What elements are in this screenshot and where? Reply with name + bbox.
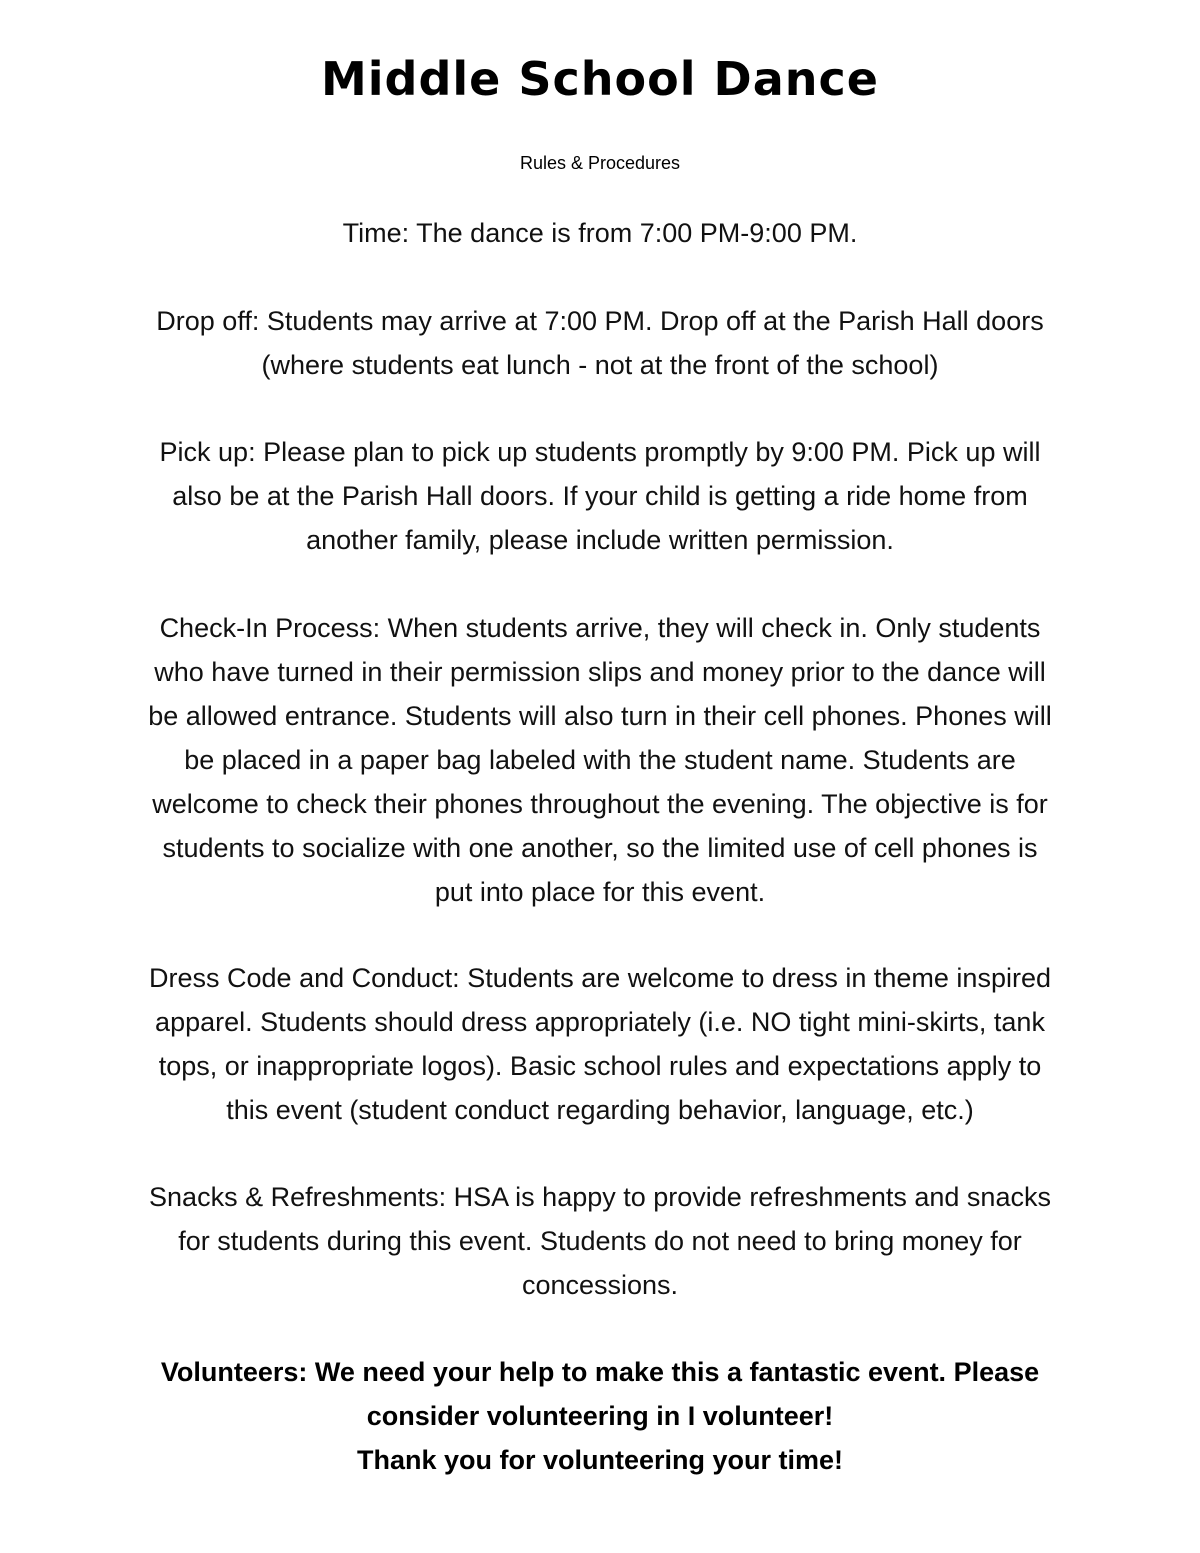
check-in-section bbox=[110, 606, 1090, 914]
dress-code-line: Dress Code and Conduct: Students are welcome to dress in theme inspired bbox=[149, 963, 1051, 993]
drop-off-line: (where students eat lunch - not at the front of the school) bbox=[261, 350, 939, 380]
drop-off-section bbox=[110, 299, 1090, 387]
snacks-section bbox=[110, 1175, 1090, 1307]
volunteers-line: Volunteers: We need your help to make this a fantastic event. Please bbox=[160, 1357, 1040, 1387]
drop-off-line: Drop off: Students may arrive at 7:00 PM. Drop off at the Parish Hall doors bbox=[156, 306, 1044, 336]
check-in-line: Check-In Process: When students arrive, they will check in. Only students bbox=[159, 613, 1041, 643]
volunteers-line: Thank you for volunteering your time! bbox=[356, 1445, 844, 1475]
pick-up-line: Pick up: Please plan to pick up students promptly by 9:00 PM. Pick up will bbox=[159, 437, 1041, 467]
dress-code-line: tops, or inappropriate logos). Basic school rules and expectations apply to bbox=[158, 1051, 1042, 1081]
pick-up-line: also be at the Parish Hall doors. If your child is getting a ride home from bbox=[172, 481, 1028, 511]
check-in-line: welcome to check their phones throughout the evening. The objective is for bbox=[152, 789, 1048, 819]
page-subtitle: Rules & Procedures bbox=[519, 153, 681, 173]
snacks-line: Snacks & Refreshments: HSA is happy to provide refreshments and snacks bbox=[149, 1182, 1051, 1212]
dress-code-section bbox=[110, 956, 1090, 1132]
check-in-line: be placed in a paper bag labeled with the student name. Students are bbox=[184, 745, 1016, 775]
pick-up-line: another family, please include written permission. bbox=[306, 525, 894, 555]
snacks-line: for students during this event. Students do not need to bring money for bbox=[178, 1226, 1022, 1256]
pick-up-section bbox=[110, 430, 1090, 562]
dress-code-line: this event (student conduct regarding behavior, language, etc.) bbox=[226, 1095, 974, 1125]
time-line: Time: The dance is from 7:00 PM-9:00 PM. bbox=[342, 218, 858, 248]
snacks-line: concessions. bbox=[521, 1270, 679, 1300]
page-title: Middle School Dance bbox=[321, 52, 879, 106]
check-in-line: students to socialize with one another, so the limited use of cell phones is bbox=[162, 833, 1038, 863]
dress-code-line: apparel. Students should dress appropriately (i.e. NO tight mini-skirts, tank bbox=[155, 1007, 1045, 1037]
check-in-line: put into place for this event. bbox=[434, 877, 766, 907]
check-in-line: who have turned in their permission slips and money prior to the dance will bbox=[154, 657, 1046, 687]
volunteers-line: consider volunteering in I volunteer! bbox=[366, 1401, 834, 1431]
check-in-line: be allowed entrance. Students will also turn in their cell phones. Phones will bbox=[148, 701, 1052, 731]
volunteers-section bbox=[110, 1350, 1090, 1482]
time-section bbox=[110, 211, 1090, 255]
